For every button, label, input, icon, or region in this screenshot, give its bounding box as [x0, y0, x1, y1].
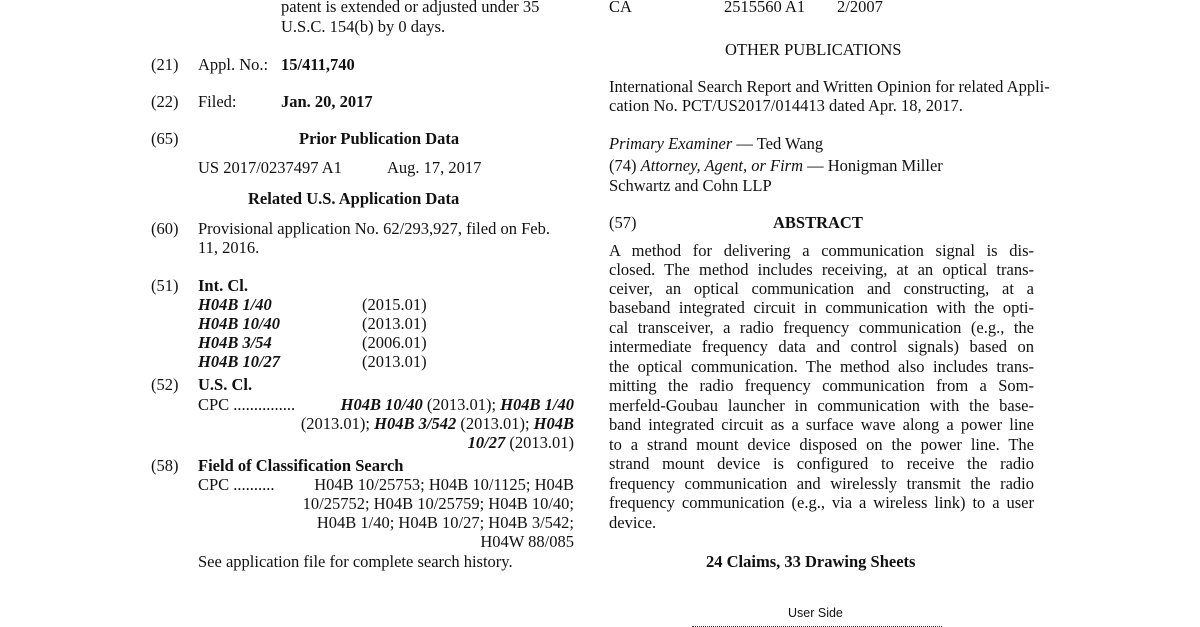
figure-label: User Side — [788, 606, 843, 620]
field-search-line-3: H04B 1/40; H04B 10/27; H04B 3/542; — [316, 513, 574, 532]
field-search-cpc-label: CPC .......... — [198, 475, 275, 494]
abstract-code: (57) — [609, 213, 637, 232]
attorney-name: — Honigman Miller — [803, 156, 943, 175]
int-cl-heading: Int. Cl. — [198, 276, 248, 295]
term-line-2: U.S.C. 154(b) by 0 days. — [281, 17, 446, 36]
us-cl-line-1 — [341, 395, 574, 415]
us-cl-cpc-label: CPC ............... — [198, 395, 296, 414]
abstract-line-1: A method for delivering a communication signal is dis- — [609, 241, 1034, 260]
int-cl-date-4: (2013.01) — [362, 352, 427, 371]
us-cl-class-b: H04B 1/40 — [500, 395, 574, 414]
int-cl-code: (51) — [151, 276, 179, 295]
foreign-ref-number: 2515560 A1 — [724, 0, 806, 16]
other-pub-line-2: cation No. PCT/US2017/014413 dated Apr. 18, 2017. — [609, 96, 963, 115]
attorney-code: (74) — [609, 156, 641, 175]
us-cl-class-a: H04B 10/40 — [340, 395, 423, 414]
us-cl-date-d: (2013.01) — [505, 433, 574, 452]
abstract-line-3: ceiver, an optical communication and constructing, at a — [609, 279, 1034, 298]
us-cl-date-b: (2013.01); — [300, 414, 375, 433]
prior-pub-heading: Prior Publication Data — [299, 129, 460, 148]
prior-pub-date: Aug. 17, 2017 — [387, 158, 482, 177]
abstract-heading: ABSTRACT — [773, 213, 863, 232]
provisional-line-1: Provisional application No. 62/293,927, filed on Feb. — [198, 219, 550, 238]
filed-code: (22) — [151, 92, 179, 111]
prior-pub-number: US 2017/0237497 A1 — [198, 158, 342, 177]
term-line-1: patent is extended or adjusted under 35 — [281, 0, 540, 16]
attorney-line — [609, 156, 943, 176]
appl-no-value: 15/411,740 — [281, 55, 355, 74]
us-cl-date-c: (2013.01); — [456, 414, 534, 433]
claims-summary: 24 Claims, 33 Drawing Sheets — [706, 552, 916, 571]
int-cl-date-3: (2006.01) — [362, 333, 427, 352]
examiner-name: — Ted Wang — [732, 134, 824, 153]
provisional-line-2: 11, 2016. — [198, 238, 260, 257]
other-pub-heading: OTHER PUBLICATIONS — [725, 40, 902, 59]
us-cl-line-3 — [468, 433, 574, 453]
field-search-line-2: 10/25752; H04B 10/25759; H04B 10/40; — [302, 494, 574, 513]
appl-no-label: Appl. No.: — [198, 55, 269, 74]
attorney-label: Attorney, Agent, or Firm — [640, 156, 804, 175]
examiner-label: Primary Examiner — [609, 134, 733, 153]
abstract-line-8: mitting the radio frequency communication from a Som- — [609, 376, 1034, 395]
int-cl-date-2: (2013.01) — [362, 314, 427, 333]
int-cl-class-2: H04B 10/40 — [198, 314, 281, 333]
us-cl-line-2 — [301, 414, 574, 434]
field-search-line-1: H04B 10/25753; H04B 10/1125; H04B — [314, 475, 574, 494]
other-pub-line-1: International Search Report and Written Opinion for related Appli- — [609, 77, 1050, 96]
field-search-code: (58) — [151, 456, 179, 475]
filed-value: Jan. 20, 2017 — [281, 92, 373, 111]
int-cl-date-1: (2015.01) — [362, 295, 427, 314]
int-cl-class-3: H04B 3/54 — [198, 333, 272, 352]
foreign-ref-country: CA — [609, 0, 632, 16]
field-search-heading: Field of Classification Search — [198, 456, 404, 475]
filed-label: Filed: — [198, 92, 237, 111]
abstract-line-13: frequency communication and wirelessly transmit the radio — [609, 474, 1034, 493]
prior-pub-code: (65) — [151, 129, 179, 148]
abstract-line-9: merfeld-Goubau launcher in communication with the base- — [609, 396, 1034, 415]
appl-no-code: (21) — [151, 55, 179, 74]
abstract-line-10: band integrated circuit as a surface wave along a power line — [609, 415, 1034, 434]
abstract-line-15: device. — [609, 513, 657, 532]
abstract-line-12: strand mount device is configured to receive the radio — [609, 454, 1034, 473]
abstract-line-2: closed. The method includes receiving, at an optical trans- — [609, 260, 1034, 279]
attorney-name-2: Schwartz and Cohn LLP — [609, 176, 772, 195]
foreign-ref-date: 2/2007 — [837, 0, 883, 16]
us-cl-class-c: H04B 3/542 — [374, 414, 457, 433]
int-cl-class-1: H04B 1/40 — [198, 295, 272, 314]
abstract-line-6: intermediate frequency data and control signals) based on — [609, 337, 1034, 356]
examiner-line — [609, 134, 823, 154]
related-heading: Related U.S. Application Data — [248, 189, 460, 208]
abstract-line-14: frequency communication (e.g., via a wireless link) to a user — [609, 493, 1034, 512]
field-search-note: See application file for complete search history. — [198, 552, 513, 571]
int-cl-class-4: H04B 10/27 — [198, 352, 281, 371]
us-cl-class-d: H04B — [533, 414, 574, 433]
us-cl-class-d-cont: 10/27 — [467, 433, 506, 452]
abstract-line-11: to a strand mount device disposed on the power line. The — [609, 435, 1034, 454]
us-cl-code: (52) — [151, 375, 179, 394]
us-cl-heading: U.S. Cl. — [198, 375, 253, 394]
abstract-line-4: baseband integrated circuit in communication with the opti- — [609, 298, 1034, 317]
abstract-line-5: cal transceiver, a radio frequency communication (e.g., the — [609, 318, 1034, 337]
field-search-line-4: H04W 88/085 — [480, 532, 574, 551]
provisional-code: (60) — [151, 219, 179, 238]
abstract-line-7: the optical communication. The method also includes trans- — [609, 357, 1034, 376]
us-cl-date-a: (2013.01); — [422, 395, 501, 414]
